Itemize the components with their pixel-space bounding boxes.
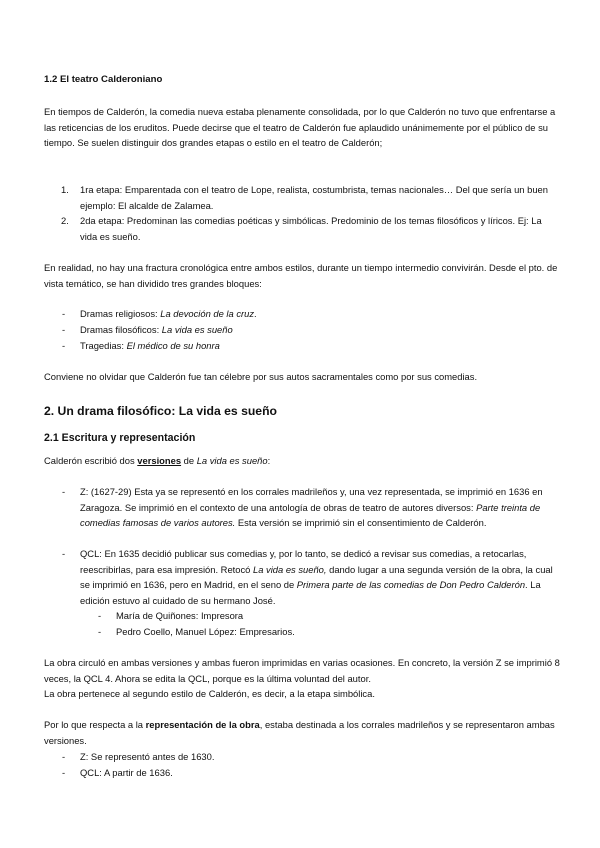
section-1-2-heading: 1.2 El teatro Calderoniano xyxy=(44,74,163,85)
printer-item: María de Quiñones: Impresora xyxy=(116,610,244,621)
stage-item: 2da etapa: Predominan las comedias poéticas y simbólicas. Predominio de los temas filosóficos y líricos. Ej: La vida es sueño. xyxy=(80,215,542,242)
section-1-2-intro: En tiempos de Calderón, la comedia nueva estaba plenamente consolidada, por lo que Calderón no tuvo que enfrentarse a las reticencias de los eruditos. Puede decirse que el teatro de Calderón fue aplaudido unánimemente por el público de su tiempo. Se suelen distinguir dos grandes etapas o estilo en el teatro de Calderón; xyxy=(44,106,556,149)
representation-item: Z: Se representó antes de 1630. xyxy=(80,751,215,762)
dash-marker: - xyxy=(62,324,66,335)
dash-marker: - xyxy=(62,308,66,319)
dash-marker: - xyxy=(98,610,102,621)
dash-marker: - xyxy=(62,486,66,497)
section-2-1-heading: 2.1 Escritura y representación xyxy=(44,432,196,444)
dash-marker: - xyxy=(62,751,66,762)
list-item: Dramas religiosos: La devoción de la cruz. xyxy=(80,308,257,319)
version-qcl-item: QCL: En 1635 decidió publicar sus comedias y, por lo tanto, se dedicó a revisar sus comedias, a retocarlas, reescribirlas, para esa impresión. Retocó La vida es sueño, dando lugar a una segunda versión de la obra, la cual se imprimió en 1636, pero en Madrid, en el seno de Primera parte de las comedias de Don Pedro Calderón. La edición estuvo al cuidado de su hermano José. xyxy=(80,548,553,606)
printer-item: Pedro Coello, Manuel López: Empresarios. xyxy=(116,626,295,637)
list-item: Dramas filosóficos: La vida es sueño xyxy=(80,324,233,335)
dash-marker: - xyxy=(62,548,66,559)
style-paragraph: La obra pertenece al segundo estilo de Calderón, es decir, a la etapa simbólica. xyxy=(44,688,375,699)
representation-item: QCL: A partir de 1636. xyxy=(80,767,173,778)
dash-marker: - xyxy=(98,626,102,637)
dash-marker: - xyxy=(62,340,66,351)
section-2-1-intro: Calderón escribió dos versiones de La vida es sueño: xyxy=(44,455,271,466)
stage-number: 2. xyxy=(61,215,69,226)
section-1-2-para-2: En realidad, no hay una fractura cronológica entre ambos estilos, durante un tiempo intermedio convivirán. Desde el pto. de vista temático, se han dividido tres grandes bloques: xyxy=(44,262,558,289)
representation-paragraph: Por lo que respecta a la representación de la obra, estaba destinada a los corrales madrileños y se representaron ambas versiones. xyxy=(44,719,555,746)
section-1-2-para-3: Conviene no olvidar que Calderón fue tan célebre por sus autos sacramentales como por sus comedias. xyxy=(44,371,478,382)
section-2-heading: 2. Un drama filosófico: La vida es sueño xyxy=(44,404,277,418)
list-item: Tragedias: El médico de su honra xyxy=(80,340,220,351)
stage-item: 1ra etapa: Emparentada con el teatro de Lope, realista, costumbrista, temas nacionales… Del que sería un buen ejemplo: El alcalde de Zalamea. xyxy=(80,184,548,211)
dash-marker: - xyxy=(62,767,66,778)
version-z-item: Z: (1627-29) Esta ya se representó en los corrales madrileños y, una vez representada, se imprimió en 1636 en Zaragoza. Se imprimió en el contexto de una antología de obras de teatro de autores diversos: Parte treinta de comedias famosas de varios autores. Esta versión se imprimió sin el consentimiento de Calderón. xyxy=(80,486,543,529)
stage-number: 1. xyxy=(61,184,69,195)
circulation-paragraph: La obra circuló en ambas versiones y ambas fueron imprimidas en varias ocasiones. En concreto, la versión Z se imprimió 8 veces, la QCL 4. Ahora se edita la QCL, porque es la última voluntad del autor. xyxy=(44,657,560,684)
